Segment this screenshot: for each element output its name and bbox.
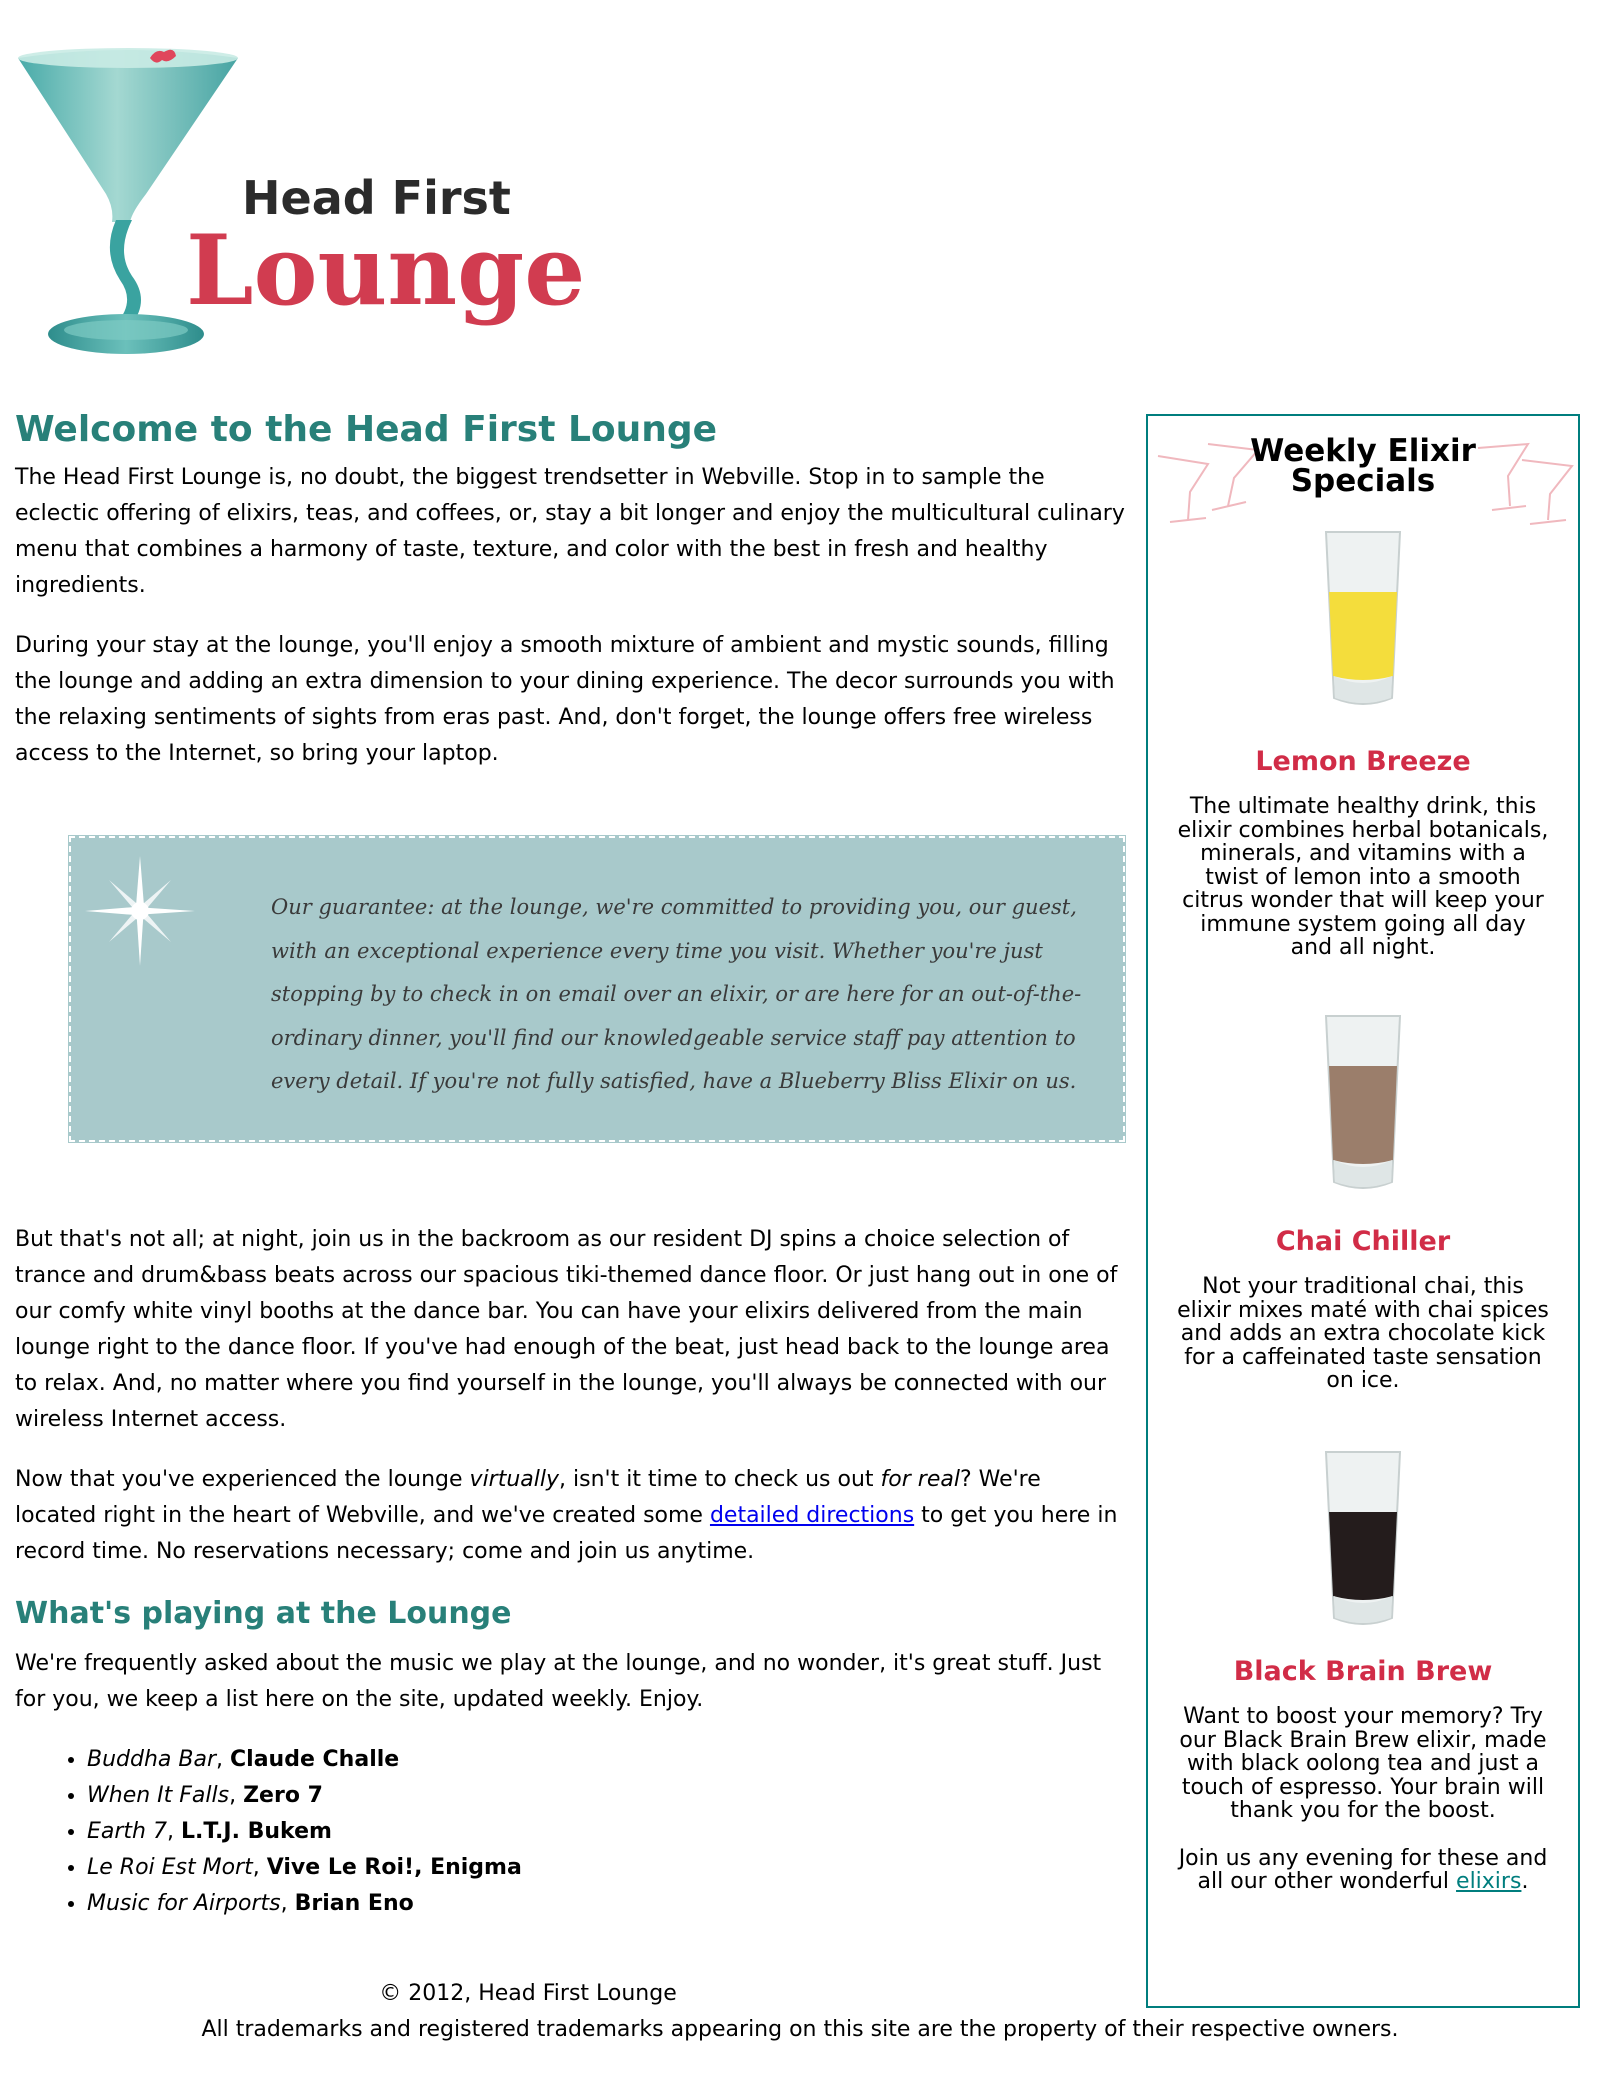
chai-chiller-glass-icon <box>1318 1010 1408 1196</box>
logo-small-text: Head First <box>242 171 511 225</box>
list-item: • When It Falls, Zero 7 <box>87 1778 1125 1814</box>
elixir-item-chai-chiller <box>1148 1010 1578 1393</box>
sparkle-star-icon <box>85 856 195 966</box>
playlist <box>15 1742 1125 1922</box>
list-item: • Earth 7, L.T.J. Bukem <box>87 1814 1125 1850</box>
black-brain-brew-glass-icon <box>1318 1446 1408 1632</box>
logo-big-text: Lounge <box>186 214 586 327</box>
lemon-breeze-glass-icon <box>1318 526 1408 712</box>
elixir-description: Not your traditional chai, this elixir mixes maté with chai spices and adds an extra chocolate kick for a caffeinated taste sensation on ice. <box>1177 1274 1549 1393</box>
elixir-name: Lemon Breeze <box>1255 746 1471 777</box>
elixirs-link[interactable]: elixirs <box>1456 1869 1522 1894</box>
elixir-sidebar <box>1146 414 1580 2008</box>
guarantee-box <box>69 836 1125 1142</box>
footer <box>0 1976 1600 2048</box>
intro-paragraph-1: The Head First Lounge is, no doubt, the biggest trendsetter in Webville. Stop in to sample the eclectic offering of elixirs, teas, and coffees, or, stay a bit longer and enjoy the multicultural culinary menu that combines a harmony of taste, texture, and color with the best in fresh and healthy ingredients. <box>15 465 1125 598</box>
elixir-item-black-brain-brew <box>1148 1446 1578 1894</box>
elixir-description: Want to boost your memory? Try our Black Brain Brew elixir, made with black oolong tea and just a touch of espresso. Your brain will thank you for the boost. <box>1179 1704 1547 1823</box>
list-item: • Le Roi Est Mort, Vive Le Roi!, Enigma <box>87 1850 1125 1886</box>
elixir-name: Black Brain Brew <box>1233 1656 1493 1687</box>
intro-paragraph-2: During your stay at the lounge, you'll enjoy a smooth mixture of ambient and mystic sounds, filling the lounge and adding an extra dimension to your dining experience. The decor surrounds you with the relaxing sentiments of sights from eras past. And, don't forget, the lounge offers free wireless access to the Internet, so bring your laptop. <box>15 633 1115 766</box>
elixir-item-lemon-breeze <box>1148 526 1578 960</box>
elixir-description: The ultimate healthy drink, this elixir combines herbal botanicals, minerals, and vitamins with a twist of lemon into a smooth citrus wonder that will keep your immune system going all day and all night. <box>1177 794 1549 960</box>
trademarks-notice: All trademarks and registered trademarks appearing on this site are the property of their respective owners. <box>201 2017 1399 2042</box>
elixir-name: Chai Chiller <box>1275 1226 1451 1257</box>
sidebar-banner <box>1148 433 1578 536</box>
list-item: • Music for Airports, Brian Eno <box>87 1886 1125 1922</box>
martini-glass-logo-icon <box>16 44 656 374</box>
night-paragraph: But that's not all; at night, join us in the backroom as our resident DJ spins a choice selection of trance and drum&bass beats across our spacious tiki-themed dance floor. Or just hang out in one of our comfy white vinyl booths at the dance bar. You can have your elixirs delivered from the main lounge right to the dance floor. If you've had enough of the beat, just head back to the lounge area to relax. And, no matter where you find yourself in the lounge, you'll always be connected with our wireless Internet access. <box>15 1227 1118 1432</box>
guarantee-text: Our guarantee: at the lounge, we're committed to providing you, our guest, with an exceptional experience every time you visit. Whether you're just stopping by to check in on email over an elixir, or are here for an out-of-the-ordinary dinner, you'll find our knowledgeable service staff pay attention to every detail. If you're not fully satisfied, have a Blueberry Bliss Elixir on us. <box>271 895 1082 1093</box>
sidebar-title: Weekly Elixir Specials <box>1250 433 1476 499</box>
main-content <box>15 402 1125 1922</box>
directions-link[interactable]: detailed directions <box>709 1503 915 1528</box>
page-title: Welcome to the Head First Lounge <box>15 409 718 450</box>
music-intro: We're frequently asked about the music we play at the lounge, and no wonder, it's great stuff. Just for you, we keep a list here on the site, updated weekly. Enjoy. <box>15 1651 1102 1712</box>
logo <box>16 44 656 374</box>
music-heading: What's playing at the Lounge <box>15 1596 512 1631</box>
visit-paragraph: Now that you've experienced the lounge virtually, isn't it time to check us out for real? We're located right in the heart of Webville, and we've created some detailed directions to get you here in record time. No reservations necessary; come and join us anytime. <box>15 1467 1118 1564</box>
sidebar-closing: Join us any evening for these and all our other wonderful elixirs. <box>1178 1845 1548 1894</box>
copyright: © 2012, Head First Lounge <box>379 1981 677 2006</box>
list-item: • Buddha Bar, Claude Challe <box>87 1742 1125 1778</box>
